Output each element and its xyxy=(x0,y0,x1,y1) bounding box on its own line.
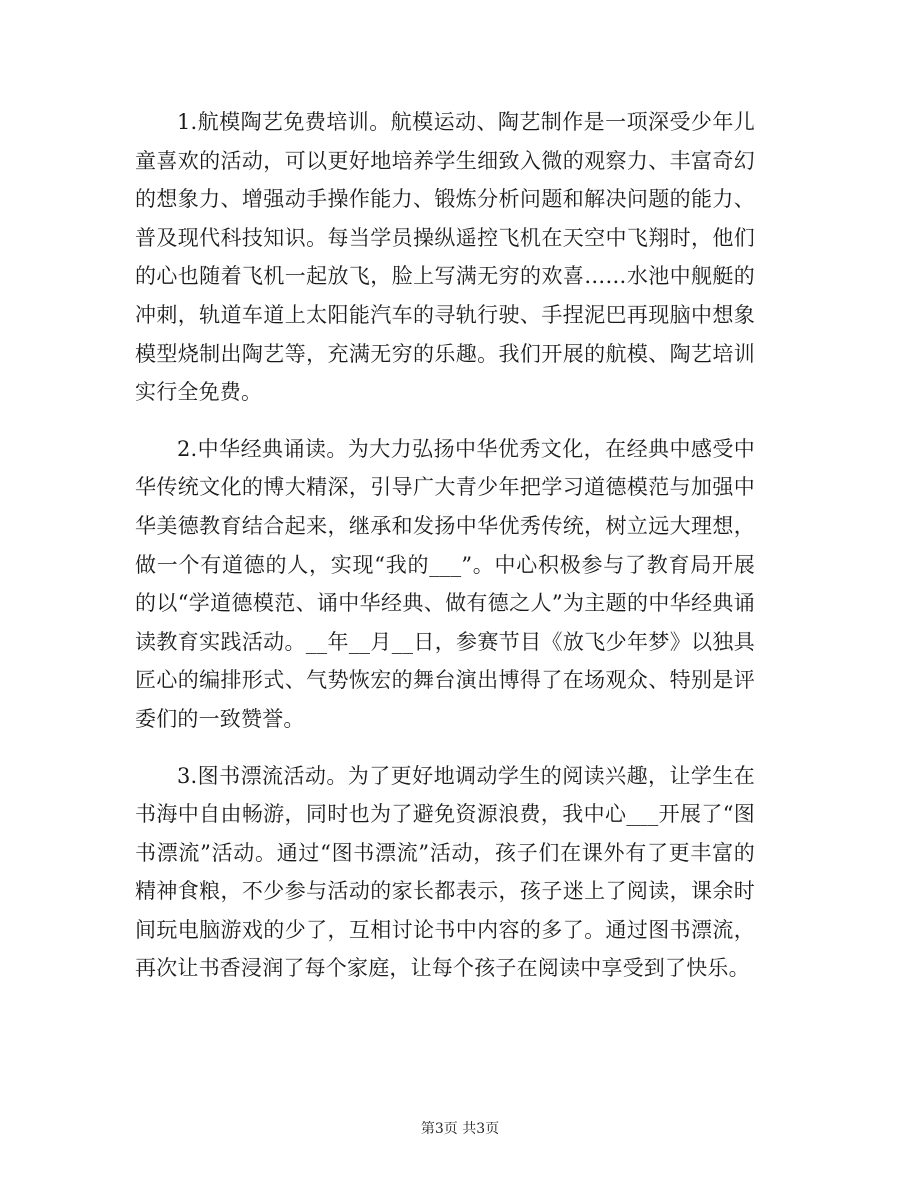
document-body xyxy=(135,103,755,1006)
page-number-footer: 第3页 共3页 xyxy=(420,1121,500,1137)
paragraph-book-drifting: 3.图书漂流活动。为了更好地调动学生的阅读兴趣，让学生在书海中自由畅游，同时也为了避免资源浪费，我中心___开展了“图书漂流”活动。通过“图书漂流”活动，孩子们在课外有了更丰富的精神食粮，不少参与活动的家长都表示，孩子迷上了阅读，课余时间玩电脑游戏的少了，互相讨论书中内容的多了。通过图书漂流，再次让书香浸润了每个家庭，让每个孩子在阅读中享受到了快乐。 xyxy=(135,763,755,981)
paragraph-classics-recitation: 2.中华经典诵读。为大力弘扬中华优秀文化，在经典中感受中华传统文化的博大精深，引导广大青少年把学习道德模范与加强中华美德教育结合起来，继承和发扬中华优秀传统，树立远大理想，做一个有道德的人，实现“我的___”。中心积极参与了教育局开展的以“学道德模范、诵中华经典、做有德之人”为主题的中华经典诵读教育实践活动。__年__月__日，参赛节目《放飞少年梦》以独具匠心的编排形式、气势恢宏的舞台演出博得了在场观众、特别是评委们的一致赞誉。 xyxy=(135,436,755,731)
paragraph-aviation-ceramics: 1.航模陶艺免费培训。航模运动、陶艺制作是一项深受少年儿童喜欢的活动，可以更好地培养学生细致入微的观察力、丰富奇幻的想象力、增强动手操作能力、锻炼分析问题和解决问题的能力、普及现代科技知识。每当学员操纵遥控飞机在天空中飞翔时，他们的心也随着飞机一起放飞，脸上写满无穷的欢喜……水池中舰艇的冲刺，轨道车道上太阳能汽车的寻轨行驶、手捏泥巴再现脑中想象模型烧制出陶艺等，充满无穷的乐趣。我们开展的航模、陶艺培训实行全免费。 xyxy=(135,110,755,405)
